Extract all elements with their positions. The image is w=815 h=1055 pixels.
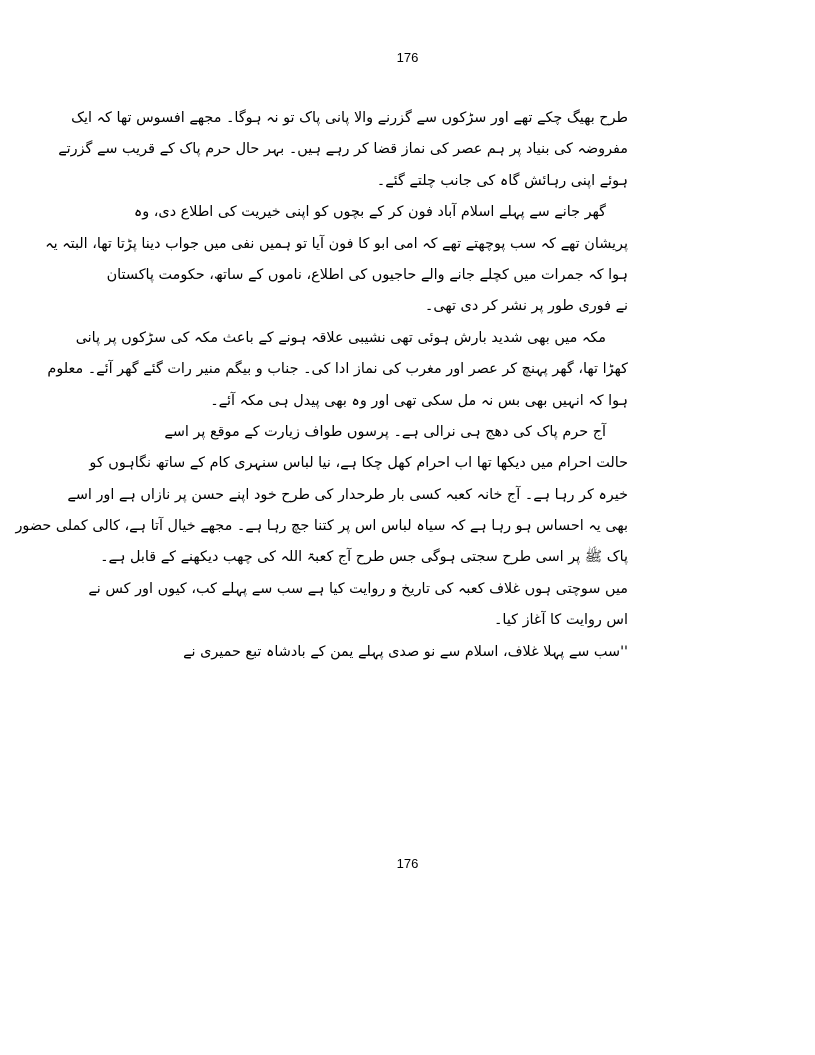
text-line: کھڑا تھا، گھر پہنچ کر عصر اور مغرب کی نماز ادا کی۔ جناب و بیگم منیر رات گئے گھر آئے۔ معلوم xyxy=(47,361,628,378)
text-line: ہوئے اپنی رہائش گاہ کی جانب چلتے گئے۔ xyxy=(376,172,628,189)
text-line: خیرہ کر رہا ہے۔ آج خانہ کعبہ کسی بار طرحدار کی طرح خود اپنے حسن پر نازاں ہے اور اسے xyxy=(67,486,628,503)
text-line: مفروضہ کی بنیاد پر ہم عصر کی نماز قضا کر رہے ہیں۔ بہر حال حرم پاک کے قریب سے گزرتے xyxy=(58,141,628,158)
page-number-top: 176 xyxy=(396,50,419,65)
text-line: آج حرم پاک کی دھج ہی نرالی ہے۔ پرسوں طواف زیارت کے موقع پر اسے xyxy=(164,423,606,440)
text-line: طرح بھیگ چکے تھے اور سڑکوں سے گزرنے والا پانی پاک تو نہ ہوگا۔ مجھے افسوس تھا کہ ایک xyxy=(71,110,628,126)
text-line: ہوا کہ انہیں بھی بس نہ مل سکی تھی اور وہ بھی پیدل ہی مکہ آئے۔ xyxy=(210,392,628,409)
text-line: ہوا کہ جمرات میں کچلے جانے والے حاجیوں کی اطلاع، ناموں کے ساتھ، حکومت پاکستان xyxy=(106,266,628,283)
text-line: ''سب سے پہلا غلاف، اسلام سے نو صدی پہلے یمن کے بادشاہ تبع حمیری نے xyxy=(183,643,628,660)
text-line: نے فوری طور پر نشر کر دی تھی۔ xyxy=(424,298,628,315)
text-line: میں سوچتی ہوں غلاف کعبہ کی تاریخ و روایت کیا ہے سب سے پہلے کب، کیوں اور کس نے xyxy=(88,580,628,597)
text-line: اس روایت کا آغاز کیا۔ xyxy=(494,612,628,629)
text-line: حالت احرام میں دیکھا تھا اب احرام کھل چکا ہے، نیا لباس سنہری کام کے ساتھ نگاہوں کو xyxy=(89,455,628,472)
text-line: گھر جانے سے پہلے اسلام آباد فون کر کے بچوں کو اپنی خیریت کی اطلاع دی، وہ xyxy=(133,204,606,221)
page-number-bottom: 176 xyxy=(396,856,419,871)
document-body xyxy=(15,103,628,668)
text-line: پریشان تھے کہ سب پوچھتے تھے کہ امی ابو کا فون آیا تو ہمیں نفی میں جواب دینا پڑتا تھا، البتہ یہ xyxy=(45,235,628,252)
text-line: پاک ﷺ پر اسی طرح سجتی ہوگی جس طرح آج کعبۃ اللہ کی چھب دیکھنے کے قابل ہے۔ xyxy=(100,549,628,566)
text-line: بھی یہ احساس ہو رہا ہے کہ سیاہ لباس اس پر کتنا جچ رہا ہے۔ مجھے خیال آتا ہے، کالی کملی حضور xyxy=(15,518,628,535)
text-line: مکہ میں بھی شدید بارش ہوئی تھی نشیبی علاقہ ہونے کے باعث مکہ کی سڑکوں پر پانی xyxy=(75,329,606,346)
